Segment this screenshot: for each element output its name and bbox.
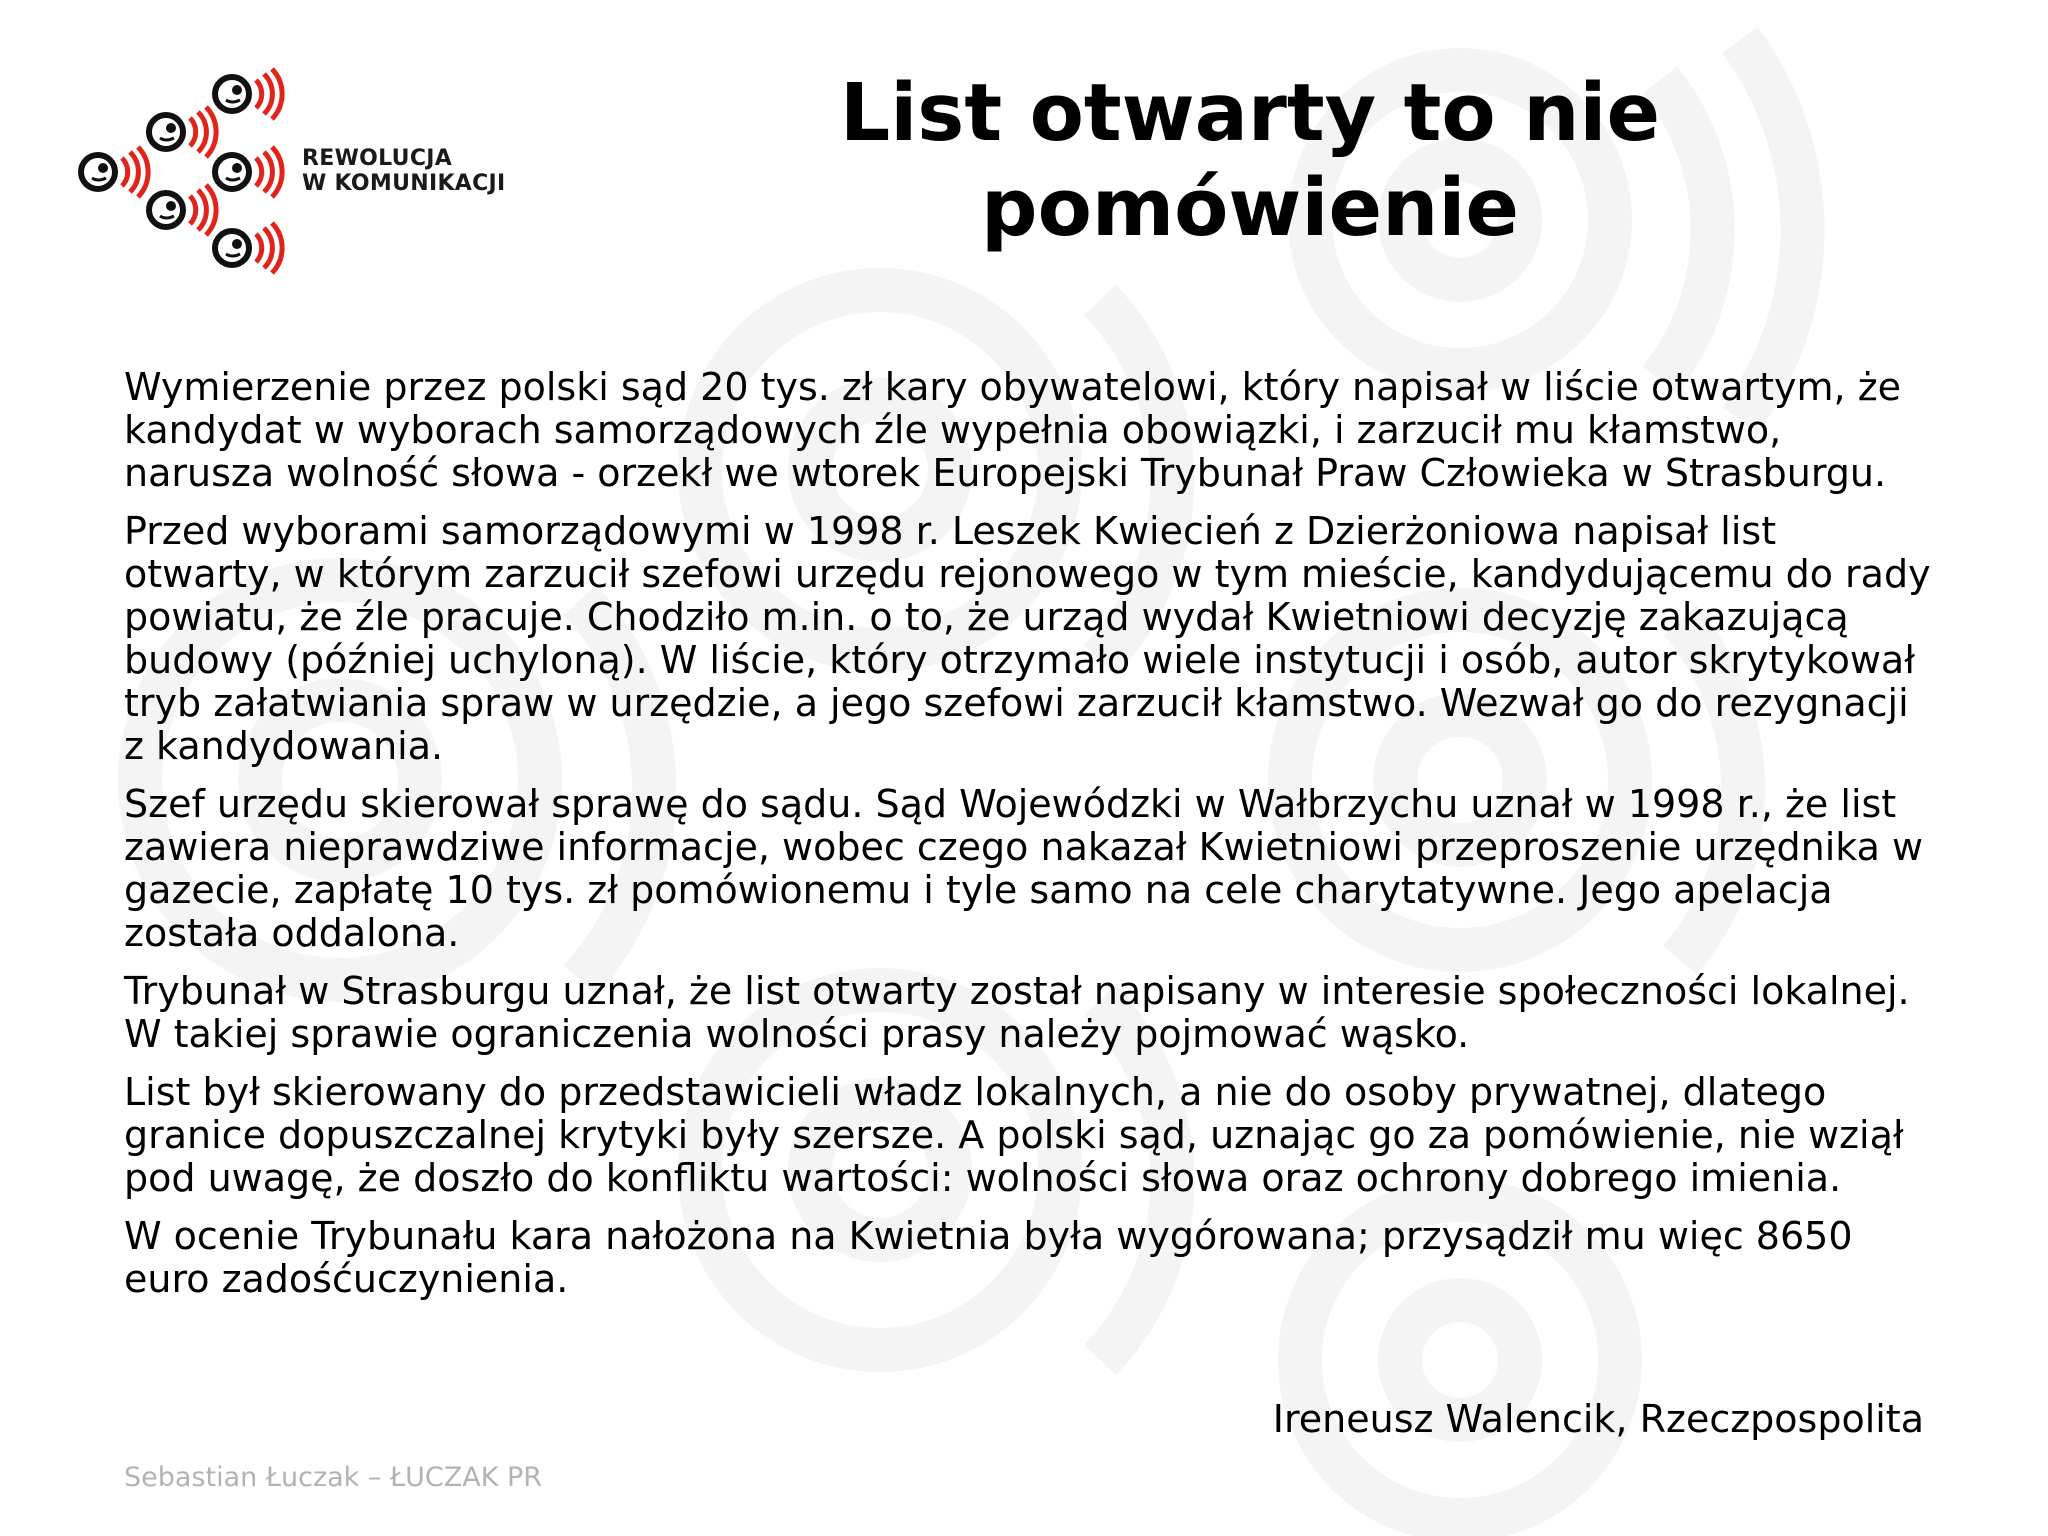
logo-wordmark xyxy=(302,146,506,196)
paragraph: Przed wyborami samorządowymi w 1998 r. Leszek Kwiecień z Dzierżoniowa napisał list otwarty, w którym zarzucił szefowi urzędu rejonowego w tym mieście, kandydującemu do rady powiatu, że źle pracuje. Chodziło m.in. o to, że urząd wydał Kwietniowi decyzję zakazującą budowy (później uchyloną). W liście, który otrzymało wiele instytucji i osób, autor skrytykował tryb załatwiania spraw w urzędzie, a jego szefowi zarzucił kłamstwo. Wezwał go do rezygnacji z kandydowania. xyxy=(124,509,1931,768)
megaphone-heads-logo-icon xyxy=(70,66,300,286)
logo-line-1: REWOLUCJA xyxy=(302,146,453,171)
logo-line-2: W KOMUNIKACJI xyxy=(302,171,506,196)
article-body xyxy=(124,366,1934,1316)
title-line-1: List otwarty to nie xyxy=(839,67,1661,159)
paragraph: Trybunał w Strasburgu uznał, że list otwarty został napisany w interesie społeczności lokalnej. W takiej sprawie ograniczenia wolności prasy należy pojmować wąsko. xyxy=(124,969,1910,1056)
title-line-2: pomówienie xyxy=(981,162,1519,254)
page-title xyxy=(760,66,1740,256)
paragraph: Wymierzenie przez polski sąd 20 tys. zł kary obywatelowi, który napisał w liście otwartym, że kandydat w wyborach samorządowych źle wypełnia obowiązki, i zarzucił mu kłamstwo, narusza wolność słowa - orzekł we wtorek Europejski Trybunał Praw Człowieka w Strasburgu. xyxy=(124,365,1902,495)
company-logo xyxy=(70,66,540,286)
paragraph: W ocenie Trybunału kara nałożona na Kwietnia była wygórowana; przysądził mu więc 8650 euro zadośćuczynienia. xyxy=(124,1214,1853,1301)
author-attribution: Ireneusz Walencik, Rzeczpospolita xyxy=(1272,1397,1924,1441)
paragraph: List był skierowany do przedstawicieli władz lokalnych, a nie do osoby prywatnej, dlatego granice dopuszczalnej krytyki były szersze. A polski sąd, uznając go za pomówienie, nie wziął pod uwagę, że doszło do konfliktu wartości: wolności słowa oraz ochrony dobrego imienia. xyxy=(124,1070,1904,1200)
footer-credit: Sebastian Łuczak – ŁUCZAK PR xyxy=(124,1462,543,1493)
paragraph: Szef urzędu skierował sprawę do sądu. Sąd Wojewódzki w Wałbrzychu uznał w 1998 r., że list zawiera nieprawdziwe informacje, wobec czego nakazał Kwietniowi przeproszenie urzędnika w gazecie, zapłatę 10 tys. zł pomówionemu i tyle samo na cele charytatywne. Jego apelacja została oddalona. xyxy=(124,782,1924,955)
